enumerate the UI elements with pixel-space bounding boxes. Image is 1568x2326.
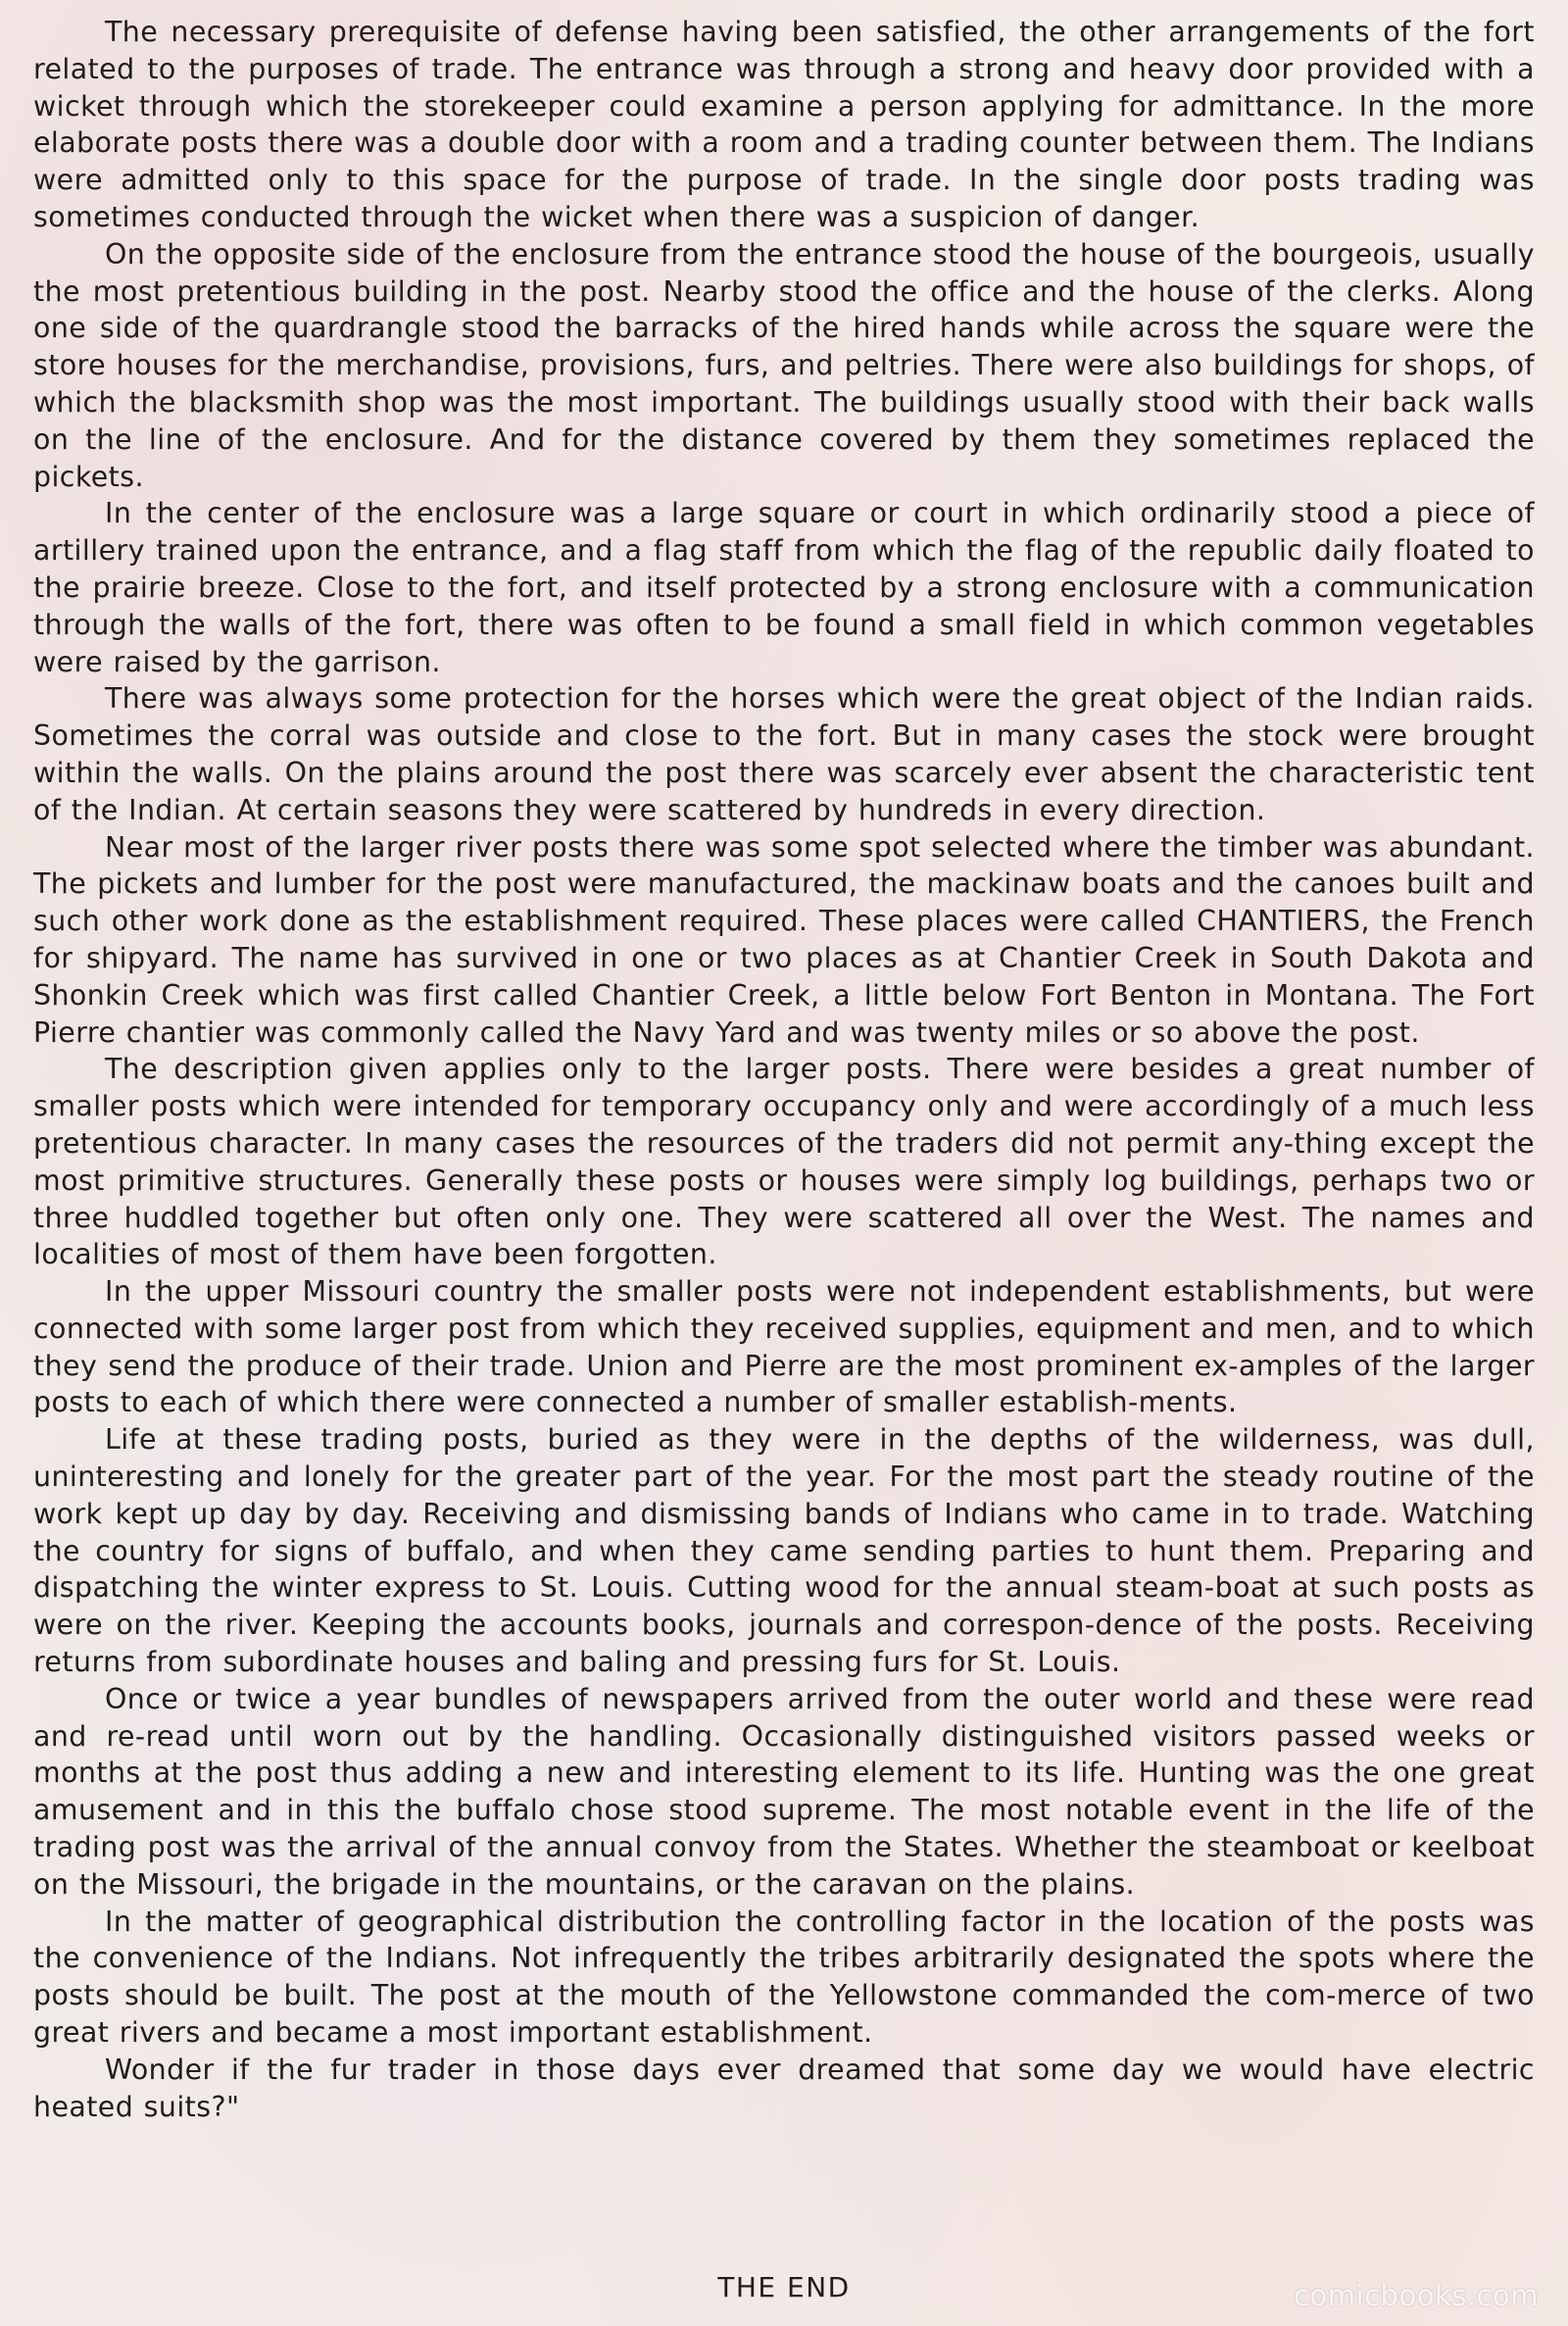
paragraph-newspapers-and-visitors: Once or twice a year bundles of newspapers arrived from the outer world and these were read and re-read until worn out by the handling. Occasionally distinguished visitors passed weeks or months at the post thus adding a new and interesting element to its life. Hunting was the one great amusement and in this the buffalo chose stood supreme. The most notable event in the life of the trading post was the arrival of the annual convoy from the States. Whether the steamboat or keelboat on the Missouri, the brigade in the mountains, or the caravan on the plains. <box>33 1682 1535 1901</box>
paragraph-court-and-field: In the center of the enclosure was a large square or court in which ordinarily stood a piece of artillery trained upon the entrance, and a flag staff from which the flag of the republic daily floated to the prairie breeze. Close to the fort, and itself protected by a strong enclosure with a communication through the walls of the fort, there was often to be found a small field in which common vegetables were raised by the garrison. <box>33 497 1535 678</box>
the-end-label: THE END <box>717 2271 851 2303</box>
paragraph-defense-and-trade: The necessary prerequisite of defense having been satisfied, the other arrangements of the fort related to the purposes of trade. The entrance was through a strong and heavy door provided with a wicket through which the storekeeper could examine a person applying for admittance. In the more elaborate posts there was a double door with a room and a trading counter between them. The Indians were admitted only to this space for the purpose of trade. In the single door posts trading was sometimes conducted through the wicket when there was a suspicion of danger. <box>33 16 1535 233</box>
paragraph-smaller-posts: The description given applies only to the larger posts. There were besides a great number of smaller posts which were intended for temporary occupancy only and were accordingly of a much less pretentious character. In many cases the resources of the traders did not permit any-thing except the most primitive structures. Generally these posts or houses were simply log buildings, perhaps two or three huddled together but often only one. They were scattered all over the West. The names and localities of most of them have been forgotten. <box>33 1053 1535 1271</box>
paragraph-closing-quote: Wonder if the fur trader in those days ever dreamed that some day we would have electric heated suits?" <box>33 2053 1535 2123</box>
site-watermark: comicbooks.com <box>1294 2279 1539 2312</box>
paragraph-geographical-distribution: In the matter of geographical distribution the controlling factor in the location of the posts was the convenience of the Indians. Not infrequently the tribes arbitrarily designated the spots where the posts should be built. The post at the mouth of the Yellowstone commanded the com-merce of two great rivers and became a most important establishment. <box>33 1905 1535 2050</box>
paragraph-buildings: On the opposite side of the enclosure from the entrance stood the house of the bourgeois, usually the most pretentious building in the post. Nearby stood the office and the house of the clerks. Along one side of the quardrangle stood the barracks of the hired hands while across the square were the store houses for the merchandise, provisions, furs, and peltries. There were also buildings for shops, of which the blacksmith shop was the most important. The buildings usually stood with their back walls on the line of the enclosure. And for the distance covered by them they sometimes replaced the pickets. <box>33 237 1535 493</box>
paragraph-chantiers: Near most of the larger river posts there was some spot selected where the timber was abundant. The pickets and lumber for the post were manufactured, the mackinaw boats and the canoes built and such other work done as the establishment required. These places were called CHANTIERS, the French for shipyard. The name has survived in one or two places as at Chantier Creek in South Dakota and Shonkin Creek which was first called Chantier Creek, a little below Fort Benton in Montana. The Fort Pierre chantier was commonly called the Navy Yard and was twenty miles or so above the post. <box>33 830 1535 1049</box>
article-body <box>33 14 1535 2125</box>
paragraph-horses: There was always some protection for the horses which were the great object of the Indian raids. Sometimes the corral was outside and close to the fort. But in many cases the stock were brought within the walls. On the plains around the post there was scarcely ever absent the characteristic tent of the Indian. At certain seasons they were scattered by hundreds in every direction. <box>33 682 1535 826</box>
paragraph-life-at-posts: Life at these trading posts, buried as they were in the depths of the wilderness, was dull, uninteresting and lonely for the greater part of the year. For the most part the steady routine of the work kept up day by day. Receiving and dismissing bands of Indians who came in to trade. Watching the country for signs of buffalo, and when they came sending parties to hunt them. Preparing and dispatching the winter express to St. Louis. Cutting wood for the annual steam-boat at such posts as were on the river. Keeping the accounts books, journals and correspon-dence of the posts. Receiving returns from subordinate houses and baling and pressing furs for St. Louis. <box>33 1423 1535 1679</box>
paragraph-upper-missouri: In the upper Missouri country the smaller posts were not independent establishments, but were connected with some larger post from which they received supplies, equipment and men, and to which they send the produce of their trade. Union and Pierre are the most prominent ex-amples of the larger posts to each of which there were connected a number of smaller establish-ments. <box>33 1275 1535 1419</box>
